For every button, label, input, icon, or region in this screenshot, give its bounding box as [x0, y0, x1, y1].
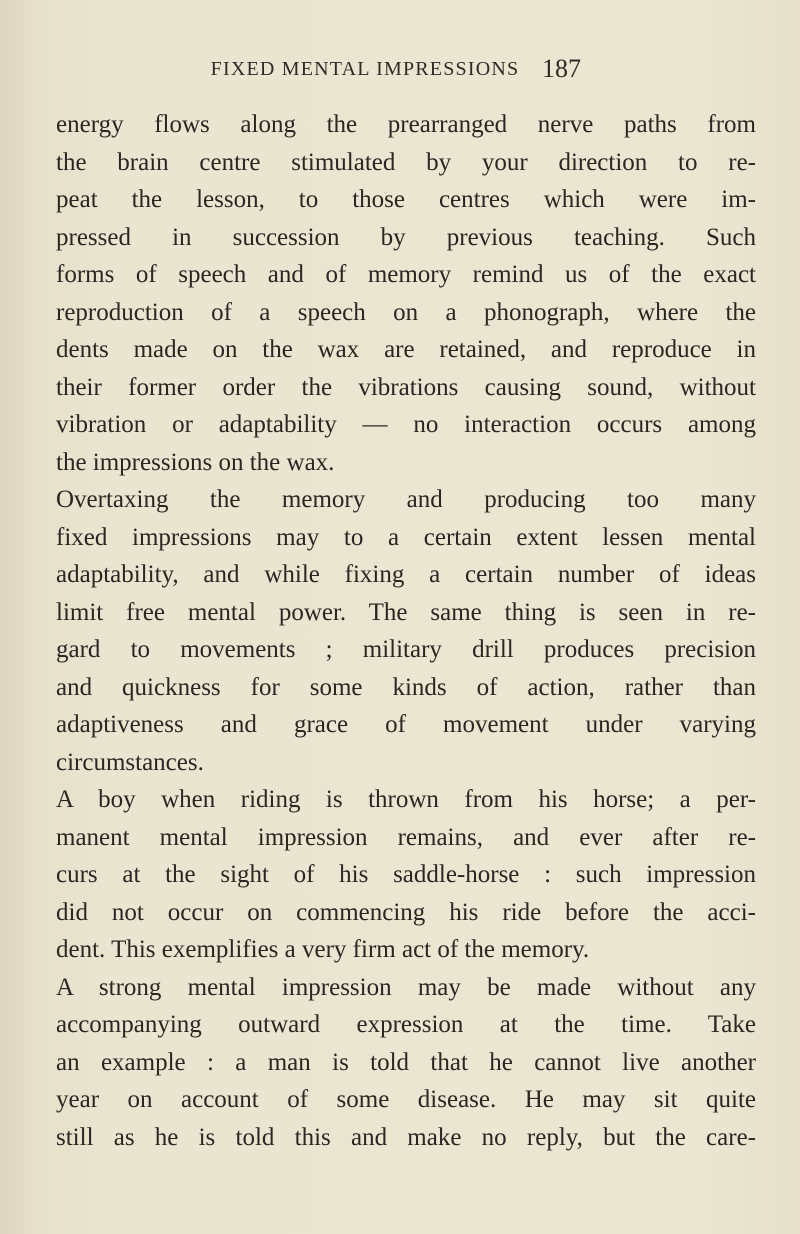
text-line: adaptability, and while fixing a certain number of ideas — [56, 561, 756, 588]
text-line: circumstances. — [56, 748, 204, 776]
text-line: reproduction of a speech on a phonograph, where the — [56, 298, 756, 326]
text-line: the impressions on the wax. — [56, 448, 335, 476]
text-line: dents made on the wax are retained, and reproduce in — [56, 336, 756, 363]
text-line: dent. This exemplifies a very firm act of the memory. — [56, 936, 590, 963]
text-line: fixed impressions may to a certain extent lessen mental — [56, 523, 756, 551]
text-line: accompanying outward expression at the time. Take — [56, 1011, 756, 1038]
body-text — [56, 106, 756, 1156]
text-line: energy flows along the prearranged nerve paths from — [56, 111, 756, 138]
text-line: adaptiveness and grace of movement under varying — [56, 711, 756, 738]
text-line: did not occur on commencing his ride before the acci- — [56, 898, 756, 926]
text-line: pressed in succession by previous teaching. Such — [56, 223, 756, 251]
text-line: peat the lesson, to those centres which were im- — [56, 186, 756, 213]
text-line: the brain centre stimulated by your direction to re- — [56, 148, 756, 176]
text-line: forms of speech and of memory remind us of the exact — [56, 261, 756, 288]
text-line: their former order the vibrations causing sound, without — [56, 373, 756, 401]
text-line: limit free mental power. The same thing is seen in re- — [56, 598, 756, 626]
text-line: an example : a man is told that he cannot live another — [56, 1048, 756, 1076]
text-line: curs at the sight of his saddle-horse : such impression — [56, 861, 756, 888]
text-line: still as he is told this and make no reply, but the care- — [56, 1123, 756, 1151]
text-line: year on account of some disease. He may sit quite — [56, 1086, 756, 1113]
text-line: vibration or adaptability — no interaction occurs among — [56, 411, 756, 438]
page-number: 187 — [542, 54, 581, 83]
text-line: Overtaxing the memory and producing too many — [56, 486, 756, 513]
text-line: A boy when riding is thrown from his horse; a per- — [56, 786, 756, 813]
running-title: FIXED MENTAL IMPRESSIONS — [210, 58, 520, 80]
text-line: manent mental impression remains, and ever after re- — [56, 823, 756, 851]
text-line: and quickness for some kinds of action, rather than — [56, 673, 756, 701]
text-line: A strong mental impression may be made without any — [56, 973, 756, 1001]
text-line: gard to movements ; military drill produces precision — [56, 636, 756, 663]
